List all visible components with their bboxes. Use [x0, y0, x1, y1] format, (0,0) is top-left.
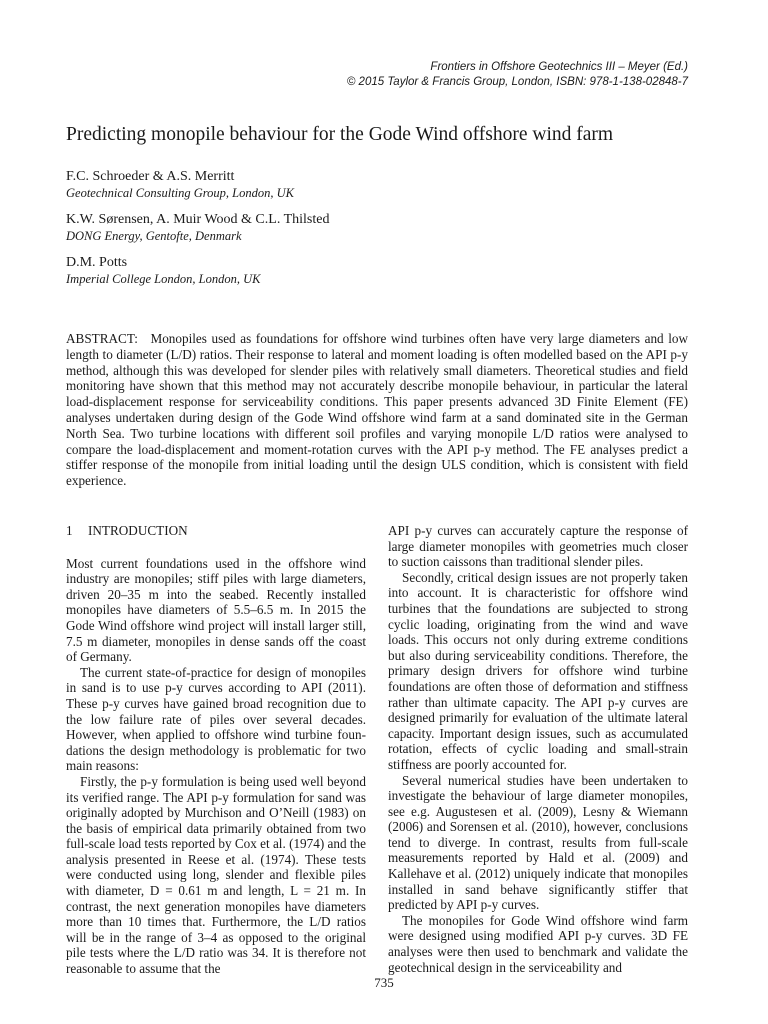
- section-title: INTRODUCTION: [88, 523, 188, 538]
- paragraph: API p-y curves can accurately capture the response of large diameter monopiles with geometries much closer to suction caissons than traditional slender piles.: [388, 523, 688, 570]
- author-group: [66, 254, 329, 287]
- paragraph: The current state-of-practice for design of monopiles in sand is to use p-y curves according to API (2011). These p-y curves have gained broad recognition due to the low failure rate of piles over several decades. However, when applied to offshore wind turbine foundations the design methodology is problematic for two main reasons:: [66, 664, 366, 774]
- author-names: D.M. Potts: [66, 255, 128, 270]
- paragraph: Secondly, critical design issues are not properly taken into account. It is characteristic for offshore wind turbines that the foundations are subjected to strong cyclic loading, originating from the wind and wave loads. This occurs not only during extreme conditions but also during serviceability conditions. Therefore, the primary design drivers for offshore wind turbine foundations are often those of deformation and stiffness rather than ultimate capacity. The API p-y curves are designed primarily for evaluation of the ultimate lateral capacity. Important design issues, such as accumulated rotation, effects of cyclic loading and small-strain stiffness are poorly accounted for.: [388, 569, 688, 772]
- author-affiliation: Imperial College London, London, UK: [66, 272, 261, 286]
- header-copyright: © 2015 Taylor & Francis Group, London, ISBN: 978-1-138-02848-7: [346, 76, 688, 88]
- paragraph: Firstly, the p-y formulation is being used well beyond its verified range. The API p-y formulation for sand was originally adopted by Murchison and O’Neill (1983) on the basis of empirical data primarily obtained from two full-scale load tests reported by Cox et al. (1974) and the analysis presented in Reese et al. (1974). These tests were conducted using long, slender and flexible piles with diameter, D = 0.61 m and length, L = 21 m. In contrast, the next generation monopiles have diameters more than 10 times that. Furthermore, the L/D ratios will be in the range of 3–4 as opposed to the original pile tests where the L/D ratio was 34. It is therefore not reasonable to assume that the: [66, 773, 366, 977]
- author-group: [66, 168, 329, 201]
- paragraph: The monopiles for Gode Wind offshore wind farm were designed using modified API p-y curves. 3D FE analyses were then used to benchmark and validate the geotechnical design in the serviceability and: [388, 912, 688, 975]
- page-number: 735: [374, 975, 394, 990]
- abstract-text: Monopiles used as foundations for offshore wind turbines often have very large diameters and low length to diameter (L/D) ratios. Their response to lateral and moment loading is often modelled based on the API p-y method, although this was developed for slender piles with relatively small diameters. Theoretical studies and field monitoring have shown that this method may not accurately describe monopile behaviour, in particular the lateral load-displacement response for serviceability conditions. This paper presents advanced 3D Finite Element (FE) analyses undertaken during design of the Gode Wind offshore wind farm at a sand dominated site in the German North Sea. Two turbine locations with different soil profiles and varying monopile L/D ratios were analysed to compare the load-displacement and moment-rotation curves with the API p-y method. The FE analyses predict a stiffer response of the monopile from initial loading until the design ULS condition, which is consistent with field experience.: [66, 331, 689, 489]
- author-list: [66, 168, 329, 297]
- section-number: 1: [66, 523, 73, 538]
- abstract-label: ABSTRACT:: [66, 331, 138, 346]
- header-proceedings: Frontiers in Offshore Geotechnics III – Meyer (Ed.): [430, 61, 688, 73]
- abstract: [66, 331, 688, 489]
- paragraph: Most current foundations used in the offshore wind industry are monopiles; stiff piles with large diameters, driven 20–35 m into the seabed. Recently installed monopiles have diameters of 5.5–6.5 m. In 2015 the Gode Wind offshore wind project will install larger still, 7.5 m diameter, monopiles in dense sands off the coast of Germany.: [66, 555, 366, 665]
- author-affiliation: Geotechnical Consulting Group, London, UK: [66, 186, 295, 200]
- left-column: [66, 523, 366, 977]
- paragraph: Several numerical studies have been undertaken to investigate the behaviour of large diameter monopiles, see e.g. Augustesen et al. (2009), Lesny & Wiemann (2006) and Sorensen et al. (2010), however, conclusions tend to diverge. In contrast, results from full-scale measurements reported by Hald et al. (2009) and Kallehave et al. (2012) uniquely indicate that monopiles installed in sand behave significantly stiffer that predicted by API p-y curves.: [388, 772, 688, 913]
- right-column: [388, 523, 688, 975]
- author-affiliation: DONG Energy, Gentofte, Denmark: [66, 229, 242, 243]
- running-header: [347, 60, 688, 90]
- author-names: F.C. Schroeder & A.S. Merritt: [66, 169, 235, 184]
- author-names: K.W. Sørensen, A. Muir Wood & C.L. Thilsted: [66, 212, 330, 227]
- paper-title: Predicting monopile behaviour for the Gode Wind offshore wind farm: [66, 124, 614, 145]
- author-group: [66, 211, 329, 244]
- section-heading: [66, 523, 366, 539]
